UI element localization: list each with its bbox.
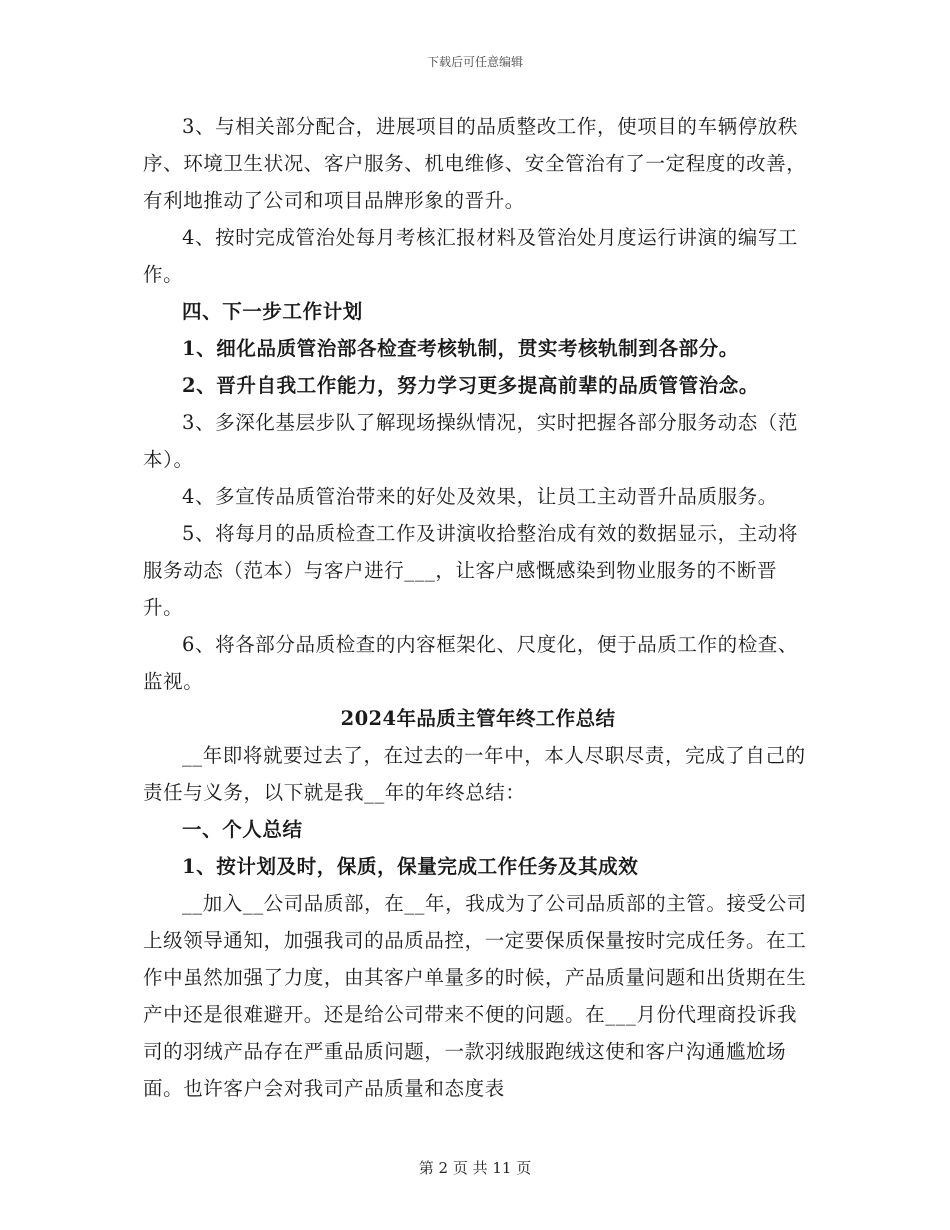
plan-item-4: 4、多宣传品质管治带来的好处及效果，让员工主动晋升品质服务。 (182, 485, 778, 508)
plan-item-3: 3、多深化基层步队了解现场操纵情况，实时把握各部分服务动态（范本）。 (143, 411, 799, 471)
document-body (143, 108, 813, 1107)
body-paragraph: __加入__公司品质部，在__年，我成为了公司品质部的主管。接受公司上级领导通知，加强我司的品质品控，一定要保质保量按时完成任务。在工作中虽然加强了力度，由其客户单量多的时候，产品质量问题和出货期在生产中还是很难避开。还是给公司带来不便的问题。在___月份代理商投诉我司的羽绒产品存在严重品质问题，一款羽绒服跑绒这使和客户沟通尴尬场面。也许客户会对我司产品质量和态度表 (143, 892, 807, 1100)
intro-paragraph: __年即将就要过去了，在过去的一年中，本人尽职尽责，完成了自己的责任与义务，以下就是我__年的年终总结： (143, 744, 806, 804)
subsection-heading-1: 1、按计划及时，保质，保量完成工作任务及其成效 (182, 855, 639, 878)
plan-item-5: 5、将每月的品质检查工作及讲演收拾整治成有效的数据显示，主动将服务动态（范本）与客户进行___，让客户感慨感染到物业服务的不断晋升。 (143, 522, 799, 619)
section-heading-personal: 一、个人总结 (182, 818, 303, 841)
page-header-note: 下载后可任意编辑 (426, 55, 523, 69)
plan-item-1: 1、细化品质管治部各检查考核轨制，贯实考核轨制到各部分。 (182, 337, 739, 360)
page-number: 第 2 页 共 11 页 (418, 1159, 532, 1177)
paragraph-item-3: 3、与相关部分配合，进展项目的品质整改工作，使项目的车辆停放秩序、环境卫生状况、客户服务、机电维修、安全管治有了一定程度的改善，有利地推动了公司和项目品牌形象的晋升。 (143, 115, 807, 212)
document-title: 2024年品质主管年终工作总结 (340, 707, 616, 730)
plan-item-2: 2、晋升自我工作能力，努力学习更多提高前辈的品质管管治念。 (182, 374, 759, 397)
plan-item-6: 6、将各部分品质检查的内容框架化、尺度化，便于品质工作的检查、监视。 (143, 633, 799, 693)
paragraph-item-4: 4、按时完成管治处每月考核汇报材料及管治处月度运行讲演的编写工作。 (143, 226, 799, 286)
section-heading-next-plan: 四、下一步工作计划 (182, 300, 363, 323)
